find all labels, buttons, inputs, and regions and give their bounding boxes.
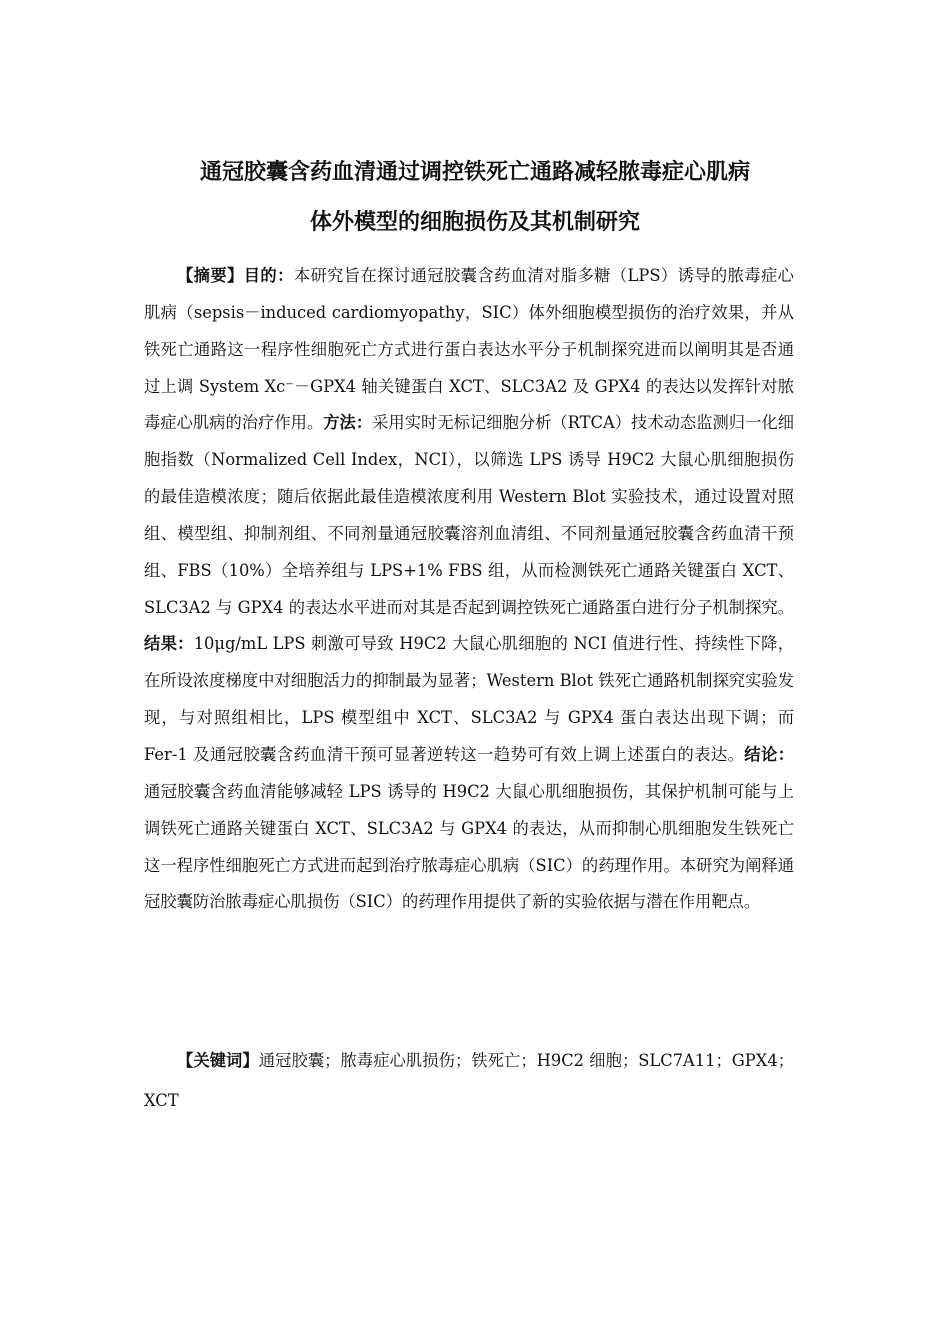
- title-line-2: 体外模型的细胞损伤及其机制研究: [309, 210, 640, 235]
- conclusion-label: 结论：: [744, 744, 794, 764]
- results-text: 10μg/mL LPS 刺激可导致 H9C2 大鼠心肌细胞的 NCI 值进行性、持续性下降，在所设浓度梯度中对细胞活力的抑制最为显著；Western Blot 铁死亡通路机制探究实验发现，与对照组相比，LPS 模型组中 XCT、SLC3A2 与 GPX4 蛋白表达出现下调；而 Fer-1 及通冠胶囊含药血清干预可显著逆转这一趋势可有效上调上述蛋白的表达。: [144, 634, 794, 764]
- objective-label: 目的：: [243, 266, 294, 285]
- keywords-label: 【关键词】: [177, 1051, 259, 1070]
- conclusion-text: 通冠胶囊含药血清能够减轻 LPS 诱导的 H9C2 大鼠心肌细胞损伤，其保护机制可能与上调铁死亡通路关键蛋白 XCT、SLC3A2 与 GPX4 的表达，从而抑制心肌细胞发生铁死亡这一程序性细胞死亡方式进而起到治疗脓毒症心肌病（SIC）的药理作用。本研究为阐释通冠胶囊防治脓毒症心肌损伤（SIC）的药理作用提供了新的实验依据与潜在作用靶点。: [144, 781, 794, 912]
- paper-title: [100, 148, 850, 248]
- keywords-text: 通冠胶囊；脓毒症心肌损伤；铁死亡；H9C2 细胞；SLC7A11；GPX4；XCT: [144, 1051, 794, 1110]
- methods-label: 方法：: [323, 413, 373, 433]
- abstract-paragraph: [144, 258, 794, 921]
- title-line-1: 通冠胶囊含药血清通过调控铁死亡通路减轻脓毒症心肌病: [199, 160, 750, 185]
- results-label: 结果：: [144, 634, 194, 654]
- objective-text: 本研究旨在探讨通冠胶囊含药血清对脂多糖（LPS）诱导的脓毒症心肌病（sepsis－induced cardiomyopathy，SIC）体外细胞模型损伤的治疗效果，并从铁死亡通路这一程序性细胞死亡方式进行蛋白表达水平分子机制探究进而以阐明其是否通过上调 System Xc⁻－GPX4 轴关键蛋白 XCT、SLC3A2 及 GPX4 的表达以发挥针对脓毒症心肌病的治疗作用。: [144, 266, 794, 433]
- methods-text: 采用实时无标记细胞分析（RTCA）技术动态监测归一化细胞指数（Normalized Cell Index，NCI），以筛选 LPS 诱导 H9C2 大鼠心肌细胞损伤的最佳造模浓度；随后依据此最佳造模浓度利用 Western Blot 实验技术，通过设置对照组、模型组、抑制剂组、不同剂量通冠胶囊溶剂血清组、不同剂量通冠胶囊含药血清干预组、FBS（10%）全培养组与 LPS+1% FBS 组，从而检测铁死亡通路关键蛋白 XCT、SLC3A2 与 GPX4 的表达水平进而对其是否起到调控铁死亡通路蛋白进行分子机制探究。: [144, 413, 794, 617]
- abstract-label: 【摘要】: [177, 266, 244, 285]
- keywords-paragraph: [144, 1041, 794, 1121]
